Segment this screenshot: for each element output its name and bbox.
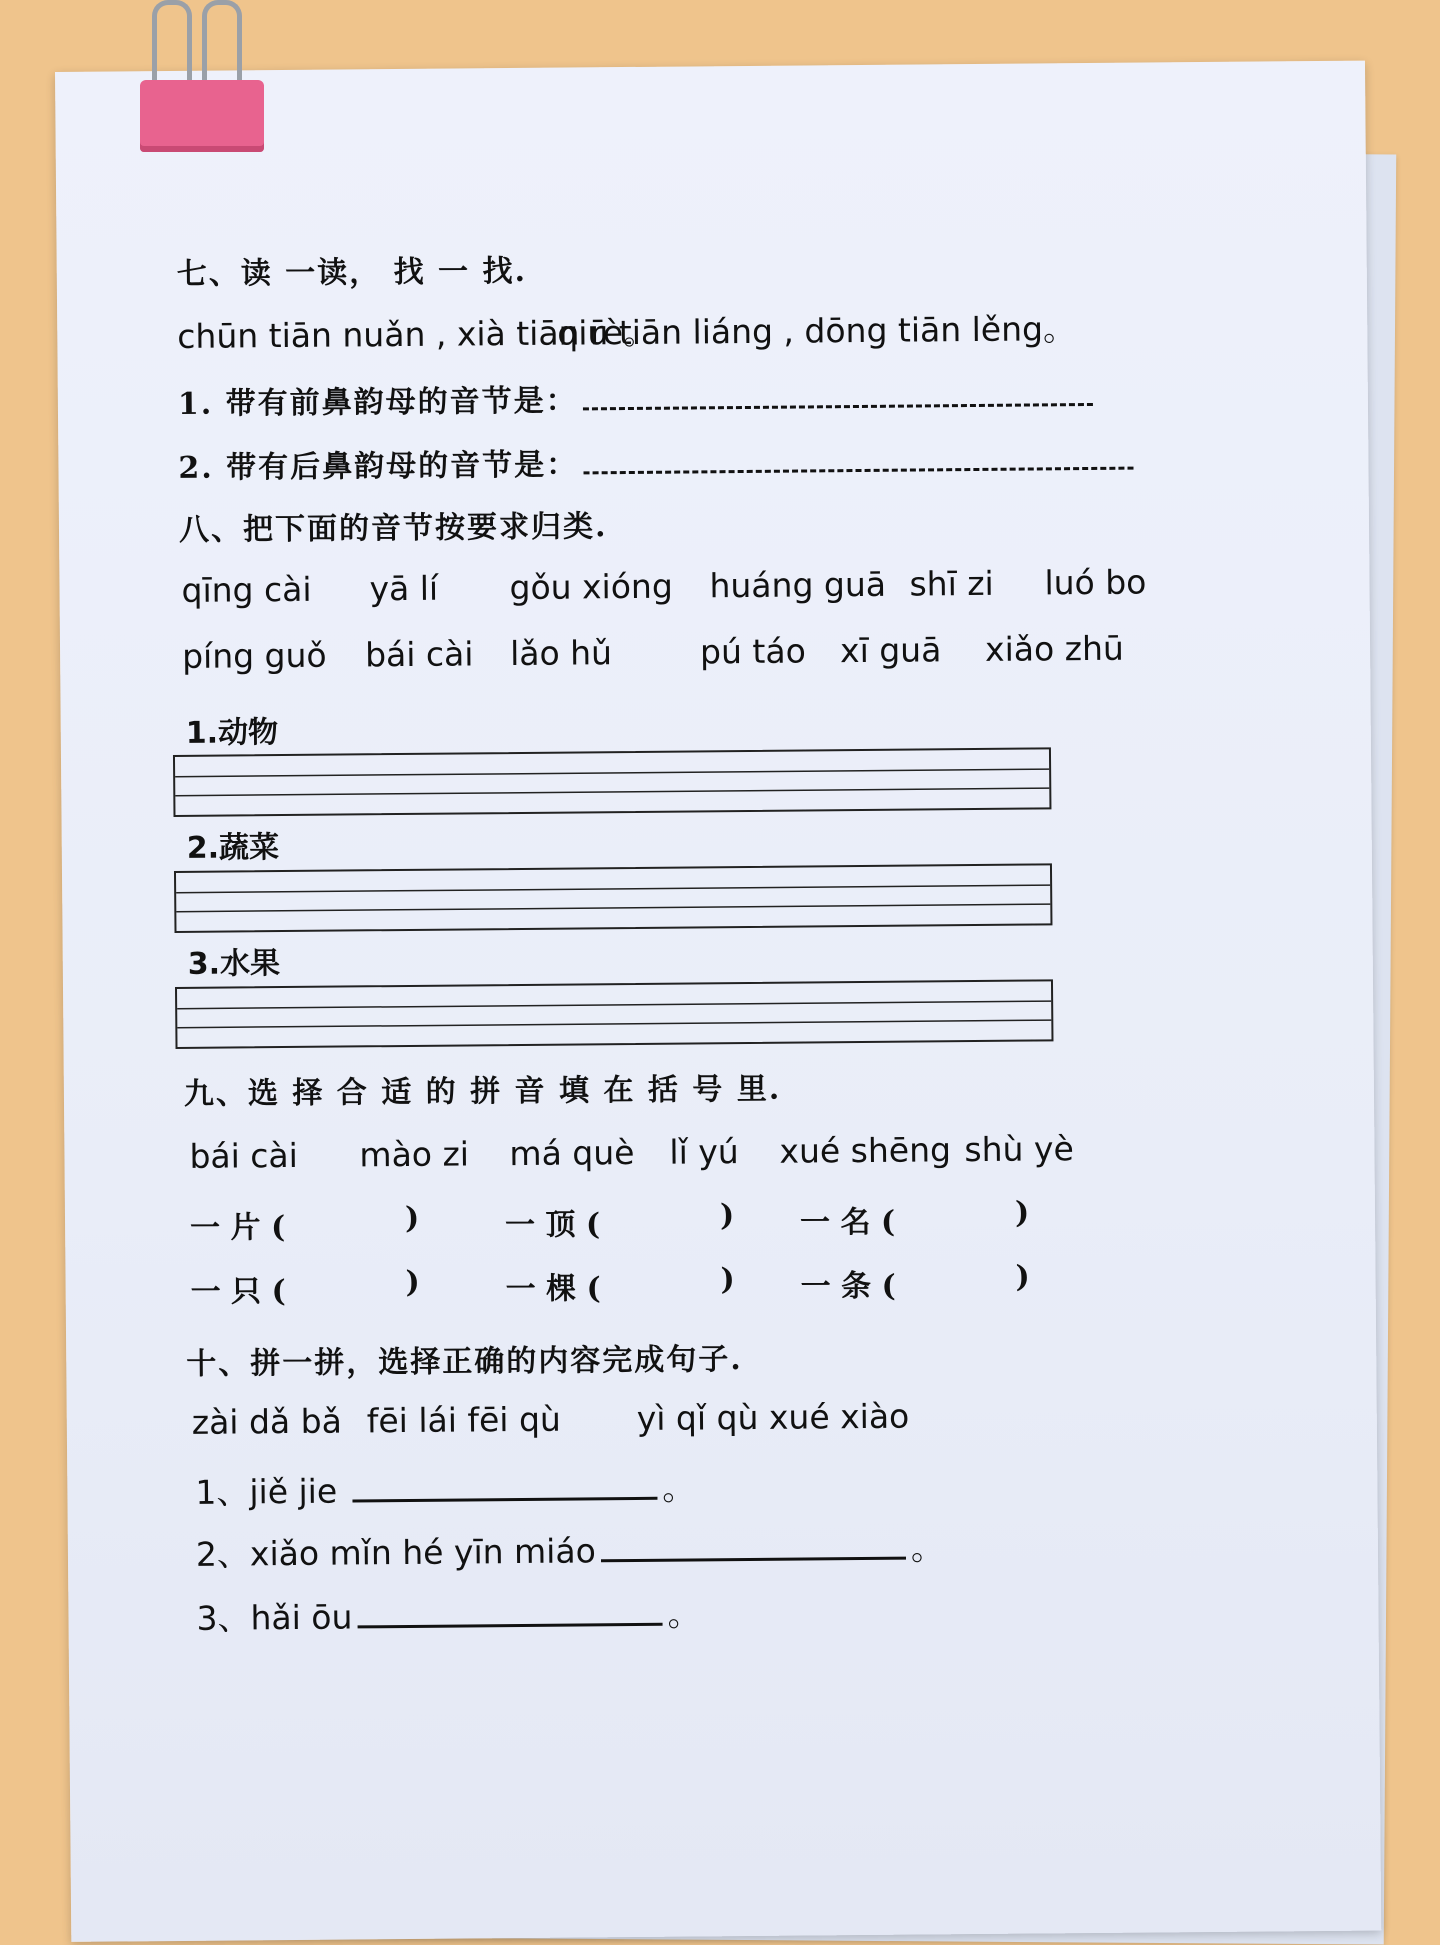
word: xué shēng (779, 1130, 952, 1171)
q2-label: 2. 带有后鼻韵母的音节是： (178, 447, 579, 486)
s3-text: 3、hǎi ōu (196, 1597, 353, 1638)
fruits-writing-box[interactable] (175, 979, 1054, 1049)
syllable: shī zi (909, 563, 994, 604)
syllable: píng guǒ (181, 635, 327, 676)
word: bái cài (189, 1135, 299, 1176)
category-animals: 1.动物 (185, 715, 279, 751)
section7-sentence1: chūn tiān nuǎn , xià tiān rè。 (177, 312, 657, 356)
q2-answer-line[interactable] (583, 467, 1133, 475)
syllable: pú táo (699, 631, 806, 672)
option: yì qǐ qù xué xiào (636, 1396, 910, 1438)
fill-measure: 一 顶 ( (504, 1207, 601, 1244)
period: 。 (910, 1528, 945, 1568)
word: lǐ yú (669, 1132, 739, 1172)
close-paren: ) (404, 1200, 420, 1236)
fill-measure: 一 片 ( (189, 1210, 286, 1246)
s3-blank[interactable] (358, 1623, 663, 1629)
section9-title: 九、选 择 合 适 的 拼 音 填 在 括 号 里. (183, 1071, 782, 1112)
word: shù yè (964, 1129, 1074, 1170)
section7-q2 (178, 435, 1133, 487)
word: má què (509, 1132, 635, 1174)
syllable: bái cài (364, 634, 474, 675)
sentence-3 (196, 1588, 700, 1639)
syllable: yā lí (369, 568, 439, 609)
syllable: xī guā (839, 630, 942, 671)
close-paren: ) (720, 1262, 735, 1298)
fill-measure: 一 只 ( (190, 1274, 286, 1310)
syllable: luó bo (1044, 562, 1147, 603)
sentence-2 (196, 1522, 944, 1576)
binder-clip-icon (140, 0, 270, 160)
section10-title: 十、拼一拼，选择正确的内容完成句子. (186, 1342, 743, 1382)
vegetables-writing-box[interactable] (174, 863, 1053, 933)
section7-sentence2: qiū tiān liáng , dōng tiān lěng。 (557, 309, 1077, 353)
period: 。 (667, 1594, 701, 1634)
close-paren: ) (1015, 1259, 1030, 1295)
section7-title: 七、读 一读， 找 一 找. (176, 253, 528, 292)
syllable: qīng cài (181, 569, 312, 610)
s1-text: 1、jiě jie (195, 1471, 338, 1512)
syllable: lǎo hǔ (509, 633, 613, 674)
worksheet-page (55, 61, 1381, 1942)
section7-q1 (178, 371, 1093, 423)
period: 。 (662, 1468, 696, 1508)
syllable: huáng guā (709, 564, 887, 606)
s2-blank[interactable] (601, 1557, 906, 1563)
close-paren: ) (719, 1198, 735, 1234)
close-paren: ) (405, 1264, 420, 1300)
close-paren: ) (1014, 1195, 1030, 1231)
section8-title: 八、把下面的音节按要求归类. (178, 509, 608, 548)
fill-measure: 一 棵 ( (505, 1271, 601, 1308)
word: mào zi (359, 1134, 470, 1175)
syllable: gǒu xióng (509, 566, 673, 608)
fill-measure: 一 条 ( (800, 1268, 896, 1305)
q1-answer-line[interactable] (583, 403, 1093, 410)
q1-label: 1. 带有前鼻韵母的音节是： (177, 383, 578, 422)
syllable: xiǎo zhū (984, 628, 1125, 669)
option: zài dǎ bǎ (191, 1401, 342, 1442)
fill-measure: 一 名 ( (799, 1204, 896, 1241)
sentence-1 (195, 1462, 695, 1513)
option: fēi lái fēi qù (366, 1399, 562, 1441)
s2-text: 2、xiǎo mǐn hé yīn miáo (195, 1531, 596, 1574)
category-fruits: 3.水果 (187, 946, 281, 982)
animals-writing-box[interactable] (173, 747, 1052, 817)
s1-blank[interactable] (352, 1497, 657, 1503)
category-vegetables: 2.蔬菜 (186, 830, 280, 866)
